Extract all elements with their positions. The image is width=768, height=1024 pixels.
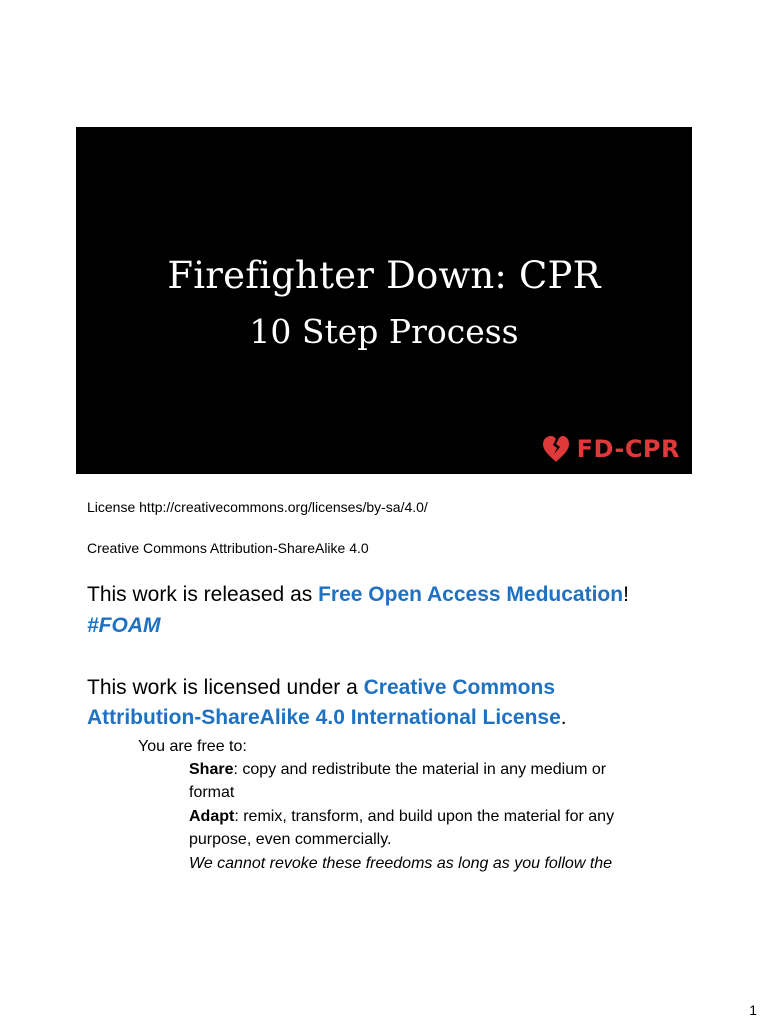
licensed-statement [87, 673, 555, 703]
free-to-label: You are free to: [138, 738, 247, 755]
share-text-1: : copy and redistribute the material in any medium or [233, 761, 607, 778]
broken-heart-icon [541, 434, 571, 464]
slide-subtitle: 10 Step Process [249, 312, 519, 351]
share-label: Share [189, 761, 234, 778]
adapt-text-2: purpose, even commercially. [189, 831, 392, 848]
license-url-line: License http://creativecommons.org/licenses/by-sa/4.0/ [87, 499, 428, 515]
adapt-line [189, 805, 614, 828]
release-statement [87, 580, 629, 610]
revoke-text: We cannot revoke these freedoms as long as you follow the [189, 855, 613, 872]
licensed-statement-2 [87, 703, 567, 733]
fd-cpr-logo [541, 434, 680, 464]
adapt-text-1: : remix, transform, and build upon the material for any [234, 808, 615, 825]
adapt-label: Adapt [189, 808, 235, 825]
slide-thumbnail [76, 127, 692, 474]
cc-license-link-2[interactable]: Attribution-ShareAlike 4.0 International License [87, 706, 561, 729]
foam-link[interactable]: Free Open Access Meducation [318, 583, 624, 606]
release-suffix: ! [623, 583, 629, 606]
cc-line: Creative Commons Attribution-ShareAlike 4.0 [87, 540, 369, 556]
cc-license-link-1[interactable]: Creative Commons [363, 676, 556, 699]
share-text-2: format [189, 784, 235, 801]
foam-hashtag[interactable]: #FOAM [87, 614, 161, 637]
logo-text: FD-CPR [576, 435, 680, 463]
page-number: 1 [749, 1002, 757, 1018]
slide-title: Firefighter Down: CPR [167, 254, 601, 297]
release-prefix: This work is released as [87, 583, 319, 606]
share-line [189, 758, 606, 781]
licensed-suffix: . [560, 706, 567, 729]
licensed-prefix: This work is licensed under a [87, 676, 364, 699]
